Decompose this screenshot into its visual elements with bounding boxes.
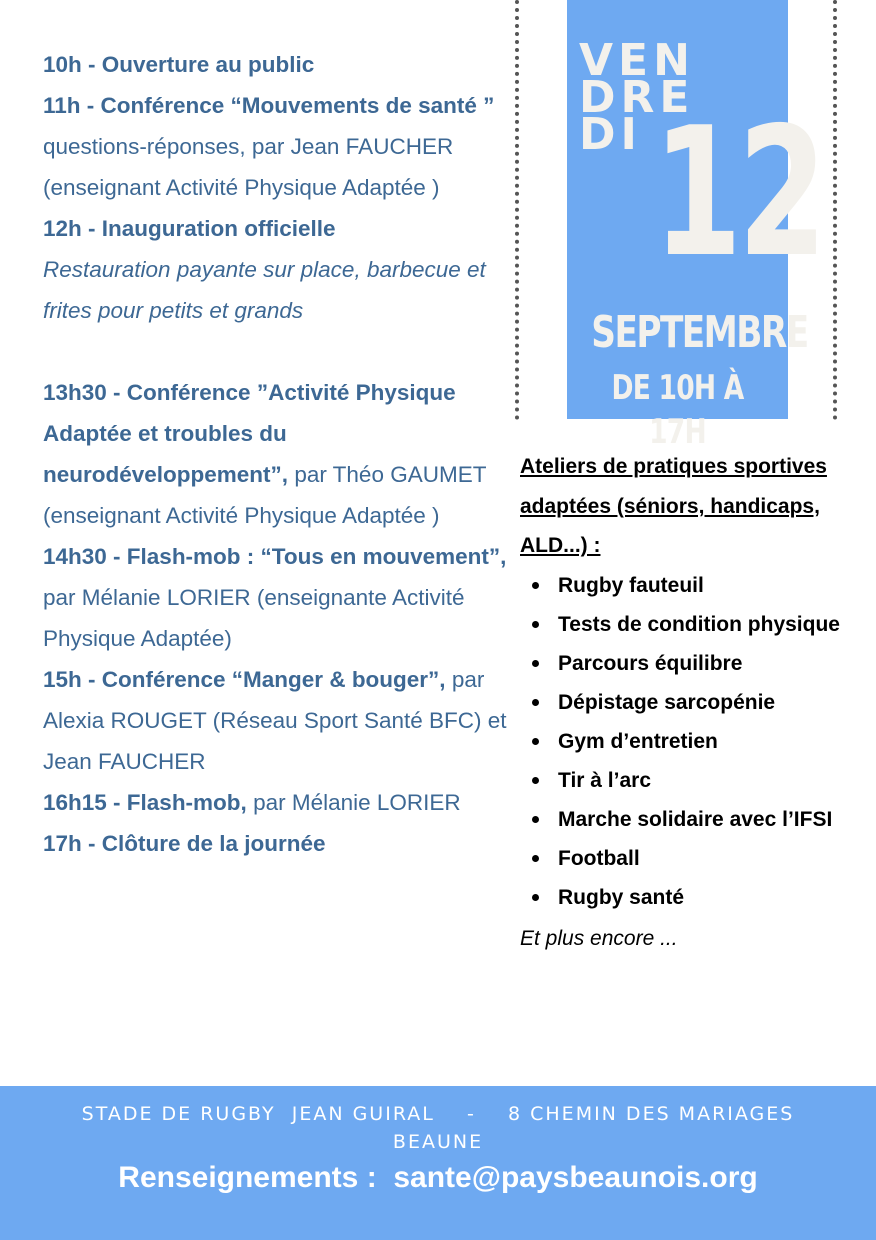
schedule-time-title: 13h30 - Conférence ”Activité Physique Adaptée et troubles du neurodéveloppement”, bbox=[43, 380, 456, 487]
hours-label: DE 10H À 17H bbox=[611, 368, 744, 452]
schedule-time-title: 12h - Inauguration officielle bbox=[43, 216, 336, 241]
schedule-item bbox=[43, 44, 513, 85]
date-banner bbox=[567, 0, 823, 452]
list-item: Tir à l’arc bbox=[520, 761, 850, 800]
list-item: Rugby santé bbox=[520, 878, 850, 917]
workshops-title: Ateliers de pratiques sportives adaptées (séniors, handicaps, ALD...) : bbox=[520, 455, 827, 557]
weekday-line: DRE bbox=[579, 72, 695, 123]
footer-banner bbox=[0, 1086, 876, 1240]
schedule bbox=[43, 44, 513, 864]
venue-address bbox=[0, 1100, 876, 1156]
weekday-line: VEN bbox=[579, 35, 695, 86]
schedule-detail: par Mélanie LORIER bbox=[253, 790, 461, 815]
weekday-line: DI bbox=[579, 109, 642, 160]
month-label: SEPTEMBRE bbox=[591, 307, 808, 358]
contact-info: Renseignements : sante@paysbeaunois.org bbox=[118, 1161, 758, 1194]
schedule-item bbox=[43, 659, 513, 782]
list-item: Rugby fauteuil bbox=[520, 566, 850, 605]
schedule-time-title: 16h15 - Flash-mob, bbox=[43, 790, 247, 815]
schedule-detail: par Mélanie LORIER (enseignante Activité Physique Adaptée) bbox=[43, 585, 465, 651]
schedule-time-title: 10h - Ouverture au public bbox=[43, 52, 315, 77]
schedule-detail: par Théo GAUMET (enseignant Activité Physique Adaptée ) bbox=[43, 462, 487, 528]
schedule-item bbox=[43, 208, 513, 249]
schedule-item bbox=[43, 823, 513, 864]
list-item: Dépistage sarcopénie bbox=[520, 683, 850, 722]
schedule-detail: par Alexia ROUGET (Réseau Sport Santé BFC) et Jean FAUCHER bbox=[43, 667, 507, 774]
list-item: Parcours équilibre bbox=[520, 644, 850, 683]
schedule-item bbox=[43, 536, 513, 659]
schedule-time-title: 14h30 - Flash-mob : “Tous en mouvement”, bbox=[43, 544, 507, 569]
schedule-time-title: 15h - Conférence “Manger & bouger”, bbox=[43, 667, 446, 692]
list-item: Football bbox=[520, 839, 850, 878]
schedule-note: Restauration payante sur place, barbecue et frites pour petits et grands bbox=[43, 257, 486, 323]
day-number: 12 bbox=[653, 89, 823, 296]
schedule-time-title: 11h - Conférence “Mouvements de santé ” bbox=[43, 93, 495, 118]
list-item: Gym d’entretien bbox=[520, 722, 850, 761]
workshops-more: Et plus encore ... bbox=[520, 926, 678, 950]
workshops-list bbox=[520, 566, 850, 917]
schedule-time-title: 17h - Clôture de la journée bbox=[43, 831, 326, 856]
workshops-section bbox=[520, 447, 850, 961]
list-item: Marche solidaire avec l’IFSI bbox=[520, 800, 850, 839]
list-item: Tests de condition physique bbox=[520, 605, 850, 644]
schedule-item bbox=[43, 782, 513, 823]
schedule-item bbox=[43, 372, 513, 536]
dotted-divider-right bbox=[833, 0, 837, 420]
venue-line: STADE DE RUGBY JEAN GUIRAL - 8 CHEMIN DES MARIAGES bbox=[81, 1103, 795, 1125]
schedule-detail: questions-réponses, par Jean FAUCHER (enseignant Activité Physique Adaptée ) bbox=[43, 134, 454, 200]
schedule-item bbox=[43, 85, 513, 208]
venue-line: BEAUNE bbox=[392, 1131, 484, 1153]
dotted-divider-left bbox=[515, 0, 519, 420]
